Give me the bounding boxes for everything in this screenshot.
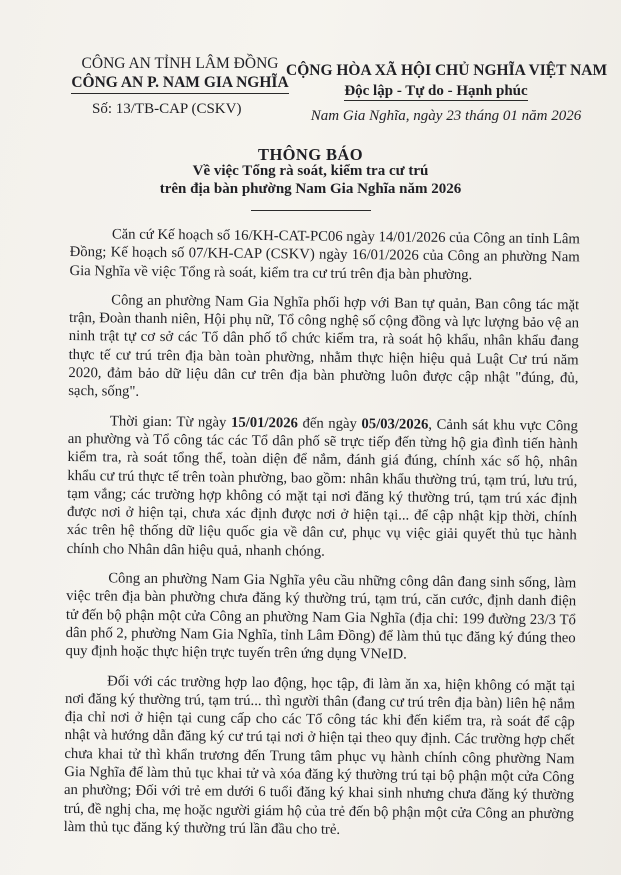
document-subject	[0, 162, 621, 216]
subject-line-1: Về việc Tổng rà soát, kiểm tra cư trú	[192, 163, 429, 179]
national-motto: Độc lập - Tự do - Hạnh phúc	[344, 83, 528, 99]
paragraph-requirement: Công an phường Nam Gia Nghĩa yêu cầu những công dân đang sinh sống, làm việc trên địa bàn phường chưa đăng ký thường trú, tạm trú, căn cước, định danh điện tử đến bộ phận một cửa Công an phường Nam Gia Nghĩa (địa chỉ: 199 đường 23/3 Tổ dân phố 2, phường Nam Gia Nghĩa, tỉnh Lâm Đồng) để làm thủ tục đăng ký đúng theo quy định hoặc thực hiện trực tuyến trên ứng dụng VNeID.	[65, 570, 577, 663]
national-title: CỘNG HÒA XÃ HỘI CHỦ NGHĨA VIỆT NAM	[286, 62, 608, 79]
subject-line-2: trên địa bàn phường Nam Gia Nghĩa năm 2026	[159, 181, 462, 197]
paragraph-timeframe: Thời gian: Từ ngày 15/01/2026 đến ngày 05/03/2026, Cảnh sát khu vực Công an phường và Tổ công tác các Tổ dân phố sẽ trực tiếp đến từng hộ gia đình tiến hành kiểm tra, rà soát tổng thể, toàn diện để nắm, đánh giá đúng, chính xác số hộ, nhân khẩu cư trú thực tế trên toàn phường, bao gồm: nhân khẩu thường trú, tạm trú, lưu trú, tạm vắng; các trường hợp không có mặt tại nơi đăng ký thường trú, tạm trú xác định được nơi ở hiện tại, chưa xác định được nơi ở hiện tại... để cập nhật kịp thời, chính xác trên hệ thống dữ liệu quốc gia về dân cư, phục vụ việc giải quyết thủ tục hành chính cho Nhân dân hiệu quả, nhanh chóng.	[66, 413, 579, 560]
paragraph-special-cases: Đối với các trường hợp lao động, học tập, đi làm ăn xa, hiện không có mặt tại nơi đăng ký thường trú, tạm trú... thì người thân (đang cư trú trên địa bàn) liên hệ nắm địa chỉ nơi ở hiện tại cung cấp cho các Tổ công tác khi đến kiểm tra, rà soát để cập nhật và hướng dẫn đăng ký cư trú tại nơi ở hiện tại theo quy định. Các trường hợp chết chưa khai tử thì khẩn trương đến Trung tâm phục vụ hành chính công phường Nam Gia Nghĩa để làm thủ tục khai tử và xóa đăng ký thường trú tại bộ phận một cửa Công an phường; Đối với trẻ em dưới 6 tuổi đăng ký khai sinh nhưng chưa đăng ký thường trú, đề nghị cha, mẹ hoặc người giám hộ của trẻ đến bộ phận một cửa Công an phường làm thủ tục đăng ký thường trú lần đầu cho trẻ.	[63, 672, 576, 838]
issuer-name: CÔNG AN P. NAM GIA NGHĨA	[71, 73, 288, 94]
paragraph-legal-basis: Căn cứ Kế hoạch số 16/KH-CAT-PC06 ngày 14/01/2026 của Công an tỉnh Lâm Đồng; Kế hoạch số 07/KH-CAP (CSKV) ngày 16/01/2026 của Công an phường Nam Gia Nghĩa về việc Tổng rà soát, kiểm tra cư trú trên địa bàn phường.	[69, 226, 580, 283]
issuer-parent: CÔNG AN TỈNH LÂM ĐỒNG	[81, 55, 279, 72]
document-date: Nam Gia Nghĩa, ngày 23 tháng 01 năm 2026	[310, 108, 582, 124]
document-title: THÔNG BÁO	[258, 145, 363, 164]
national-motto-block	[286, 61, 608, 101]
issuer-block	[70, 54, 290, 94]
subject-underline	[251, 210, 371, 211]
paragraph-coordination: Công an phường Nam Gia Nghĩa phối hợp với Ban tự quản, Ban công tác mặt trận, Đoàn thanh niên, Hội phụ nữ, Tổ công nghệ số cộng đồng và lực lượng bảo vệ an ninh trật tự cơ sở các Tổ dân phố tổ chức kiểm tra, rà soát hộ khẩu, nhân khẩu đang thực tế cư trú trên địa bàn toàn phường, nhằm thực hiện hiệu quả Luật Cư trú năm 2020, đảm bảo dữ liệu dân cư trên địa bàn phường luôn được cập nhật "đúng, đủ, sạch, sống".	[68, 292, 580, 401]
document-body	[63, 225, 579, 853]
document-number: Số: 13/TB-CAP (CSKV)	[92, 101, 242, 117]
